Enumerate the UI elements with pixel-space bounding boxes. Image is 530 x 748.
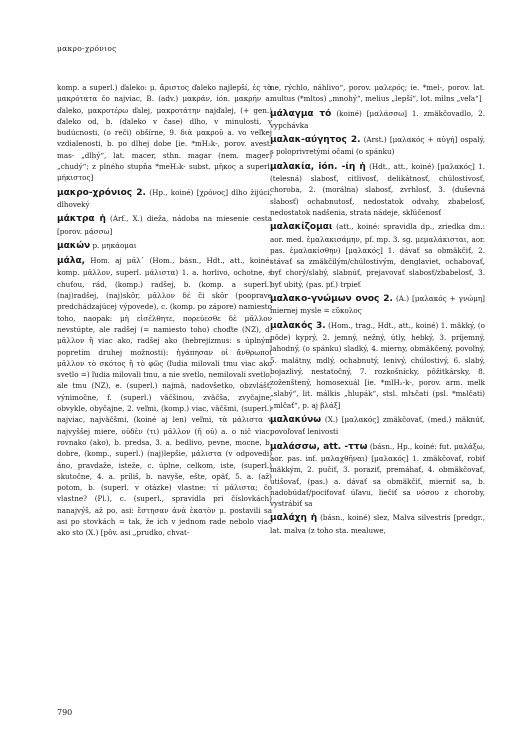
entry-text: Hom. aj μάλ᾽ (Hom., básn., Hdt., att., koiné: komp. μᾶλλον, superl. μάλιστα) 1. a. horlivo, ochotne, s chuťou, rád, (komp.) radšej, b. (komp. a superl.) (naj)radšej, (naj)skôr, μᾶλλον δέ či skôr (pooprave predchádzajúcej výpovede), c. (komp. po zápore) namiesto toho, naopak: μὴ εἰσέλθητε, πορεύεσθε δὲ μᾶλλον nevstúpte, ale radšej (= namiesto toho) choďte (NZ), d. μᾶλλον ἤ viac ako, radšej ako (hebrejizmus: s úplným popretím druhej možnosti): ἠγάπησαν οἱ ἄνθρωποι μᾶλλον τὸ σκότος ἢ τὸ φῶς (ľudia milovali tmu viac ako svetlo =) ľudia milovali tmu, a nie svetlo, nemilovali svetlo, ale tmu (NZ), e. (superl.) najmä, nadovšetko, obzvlášť, výnimočne, f. (superl.) väčšinou, zväčša, zvyčajne, obvykle, obyčajne, 2. veľmi, (komp.) viac, väčšmi, (superl.) najviac, najväčšmi, (koiné aj len) veľmi, τὰ μάλιστα v najvyššej miere, οὐδὲν (τι) μᾶλλον (ἤ οὐ) a. o nič viac, rovnako (ako), b. predsa, 3. a. bedlivo, pevne, mocne, b. dobre, (komp., superl.) (naj)lepšie, μάλιστα (v odpovedi) áno, pravdaže, isteže, c. úplne, celkom, iste, (superl.) skutočne, 4. a. príliš, b. navyše, ešte, opäť, 5. a. (až) potom, b. (superl. v otázke) vlastne: τί μάλιστα; čo vlastne? (Pl.), c. (superl., spravidla pri číslovkách) nanajvýš, až po, asi: ἔστησαν ἀνὰ ἑκατὸν μ. postavili sa asi po stovkách = tak, že ich v jednom rade nebolo viac ako sto (X.) [pôv. asi „prudko, chvat- (57, 256, 272, 538)
headword: μάκτρα ἡ (57, 214, 106, 225)
headword: μαλακός 3. (270, 320, 326, 331)
entry-text: (básn., koiné) slez, Malva silvestris [predgr., lat. malva (z toho sta. mealuwe, (270, 513, 485, 535)
entry-text: (A.) [μαλακός + γνώμη] miernej mysle = εὔκολος (270, 294, 485, 316)
entry (270, 414, 485, 438)
entry-text: (koiné) [μαλάσσω] 1. zmäkčovadlo, 2. vypchávka (270, 108, 485, 130)
left-column (57, 82, 272, 542)
headword: μαλάσσω, att. -ττω (270, 441, 368, 452)
entry (57, 82, 272, 184)
headword: μαλακύνω (270, 415, 322, 426)
headword: μαλακ-αύγητος 2. (270, 135, 361, 146)
entry-text: (básn., Hp., koiné: fut. μαλάξω, aor. pas. inf. μαλαχθῆναι) [μαλακός] 1. zmäkčovať, robiť mäkkým, 2. pučiť, 3. poraziť, premáhať, 4. obmäkčovať, utišovať, (pas.) a. dávať sa obmäkčiť, mierniť sa, b. nadobúdať/pociťovať úľavu, liečiť sa νόσου z choroby, vystrábiť sa (270, 441, 485, 509)
entry-text: p. μηκάομαι (92, 240, 137, 250)
entry (57, 255, 272, 538)
entry-text: komp. a superl.) ďaleko: μ. ἄριστος ďaleko najlepší, ἐς τὰ μακρότατα čo najviac, B. (adv.) μακράν, ión. μακρήν a. ďaleko, μακροτέρω ďalej, μακροτάτην najďalej, (+ gen.) ďaleko od, b. (ďaleko v čase) dlho, v minulosti, v budúcnosti, (o reči) obšírne, 9. διὰ μακροῦ a. vo veľkej vzdialenosti, b. po dlhej dobe [ie. *mH₂k-, porov. avest. mas- „dlhý“, lat. macer, sthn. magar (nem. mager) „chudý“; z plného stupňa *meH₂k- subst. μῆκος a superl. μήκιστος] (57, 83, 272, 183)
headword: μαλακίζομαι (270, 222, 333, 233)
entry-text: ne, rýchlo, náhlivo“, porov. μαλερός; ie. *mel-, porov. lat. multus (*mltos) „mnohý“, melius „lepší“, lot. mìlns „veľa“] (270, 83, 485, 104)
headword: μαλακο-γνώμων ονος 2. (270, 294, 393, 305)
headword: μάλα, (57, 256, 86, 267)
entry-text: (Hdt., att., koiné) [μαλακός] 1. (telesná) slabosť, citlivosť, delikátnosť, chúlostivosť, choroba, 2. (morálna) slabosť, zvrhlosť, 3. (duševná slabosť) ochabnutosť, nedostatok odvahy, zbabelosť, nedostatok nadšenia, strata nádeje, skľúčenosť (270, 161, 485, 217)
right-column (270, 82, 485, 539)
entry-text: (Hom., trag., Hdt., att., koiné) 1. mäkký, (o pôde) kyprý, 2. jemný, nežný, útly, hebký, 3. príjemný, lahodný, (o spánku) sladký, 4. mierny, obmäkčený, povoľný, 5. malátny, mdlý, ochabnutý, lenivý, chúlostivý, 6. slabý, bojazlivý, nestatočný, 7. rozkošnícky, pôžitkársky, 8. zoženštený, homosexuál [ie. *mlH₂-k-, porov. arm. melk „slabý“, lit. málkis „hlupák“, stsl. mlъčati (psl. *mьlčati) „mlčať“, p. aj βλάξ] (270, 320, 485, 410)
page-number: 790 (57, 708, 73, 717)
entry-text: (X.) [μαλακός] zmäkčovať, (med.) mäknúť, povoľovať lenivosti (270, 415, 485, 437)
entry-text: (Arf., X.) dieža, nádoba na miesenie cesta [porov. μάσσω] (57, 214, 272, 236)
headword: μαλάχη ἡ (270, 513, 318, 524)
entry (270, 108, 485, 132)
entry (270, 161, 485, 218)
entry (270, 512, 485, 536)
entry-text: (att., koiné: spravidla dp., zriedka dm.: aor. med. ἐμαλακισάμην, pf. mp. 3. sg. μεμαλάκισται, aor. pas. ἐμαλακίσθην) [μαλακός] 1. dávať sa obmäkčiť, 2. stávať sa zmäkčilým/chúlostivým, denglaviet, ochabovať, byť chorý/slabý, slabnúť, prejavovať slabosť/zbabelosť, 3. byť ubitý, (pas. pf.) trpieť (270, 222, 485, 289)
entry (270, 221, 485, 290)
headword: μαλακία, ión. -ίη ἡ (270, 161, 366, 172)
entry (57, 213, 272, 237)
entry (270, 441, 485, 510)
headword: μακρο-χρόνιος 2. (57, 187, 146, 198)
headword: μακών (57, 240, 91, 251)
entry (270, 82, 485, 105)
entry (270, 134, 485, 158)
entry-text: (Arst.) [μαλακός + αὐγή] ospalý, s poloprivretými očami (o spánku) (270, 135, 485, 157)
entry (57, 187, 272, 211)
running-head: μακρο-χρόνιος (57, 44, 117, 53)
entry (270, 320, 485, 411)
entry-text: (Hp., koiné) [χρόνος] dlho žijúci, dlhoveký (57, 187, 272, 209)
entry (270, 293, 485, 317)
entry (57, 240, 272, 252)
headword: μάλαγμα τό (270, 108, 332, 119)
